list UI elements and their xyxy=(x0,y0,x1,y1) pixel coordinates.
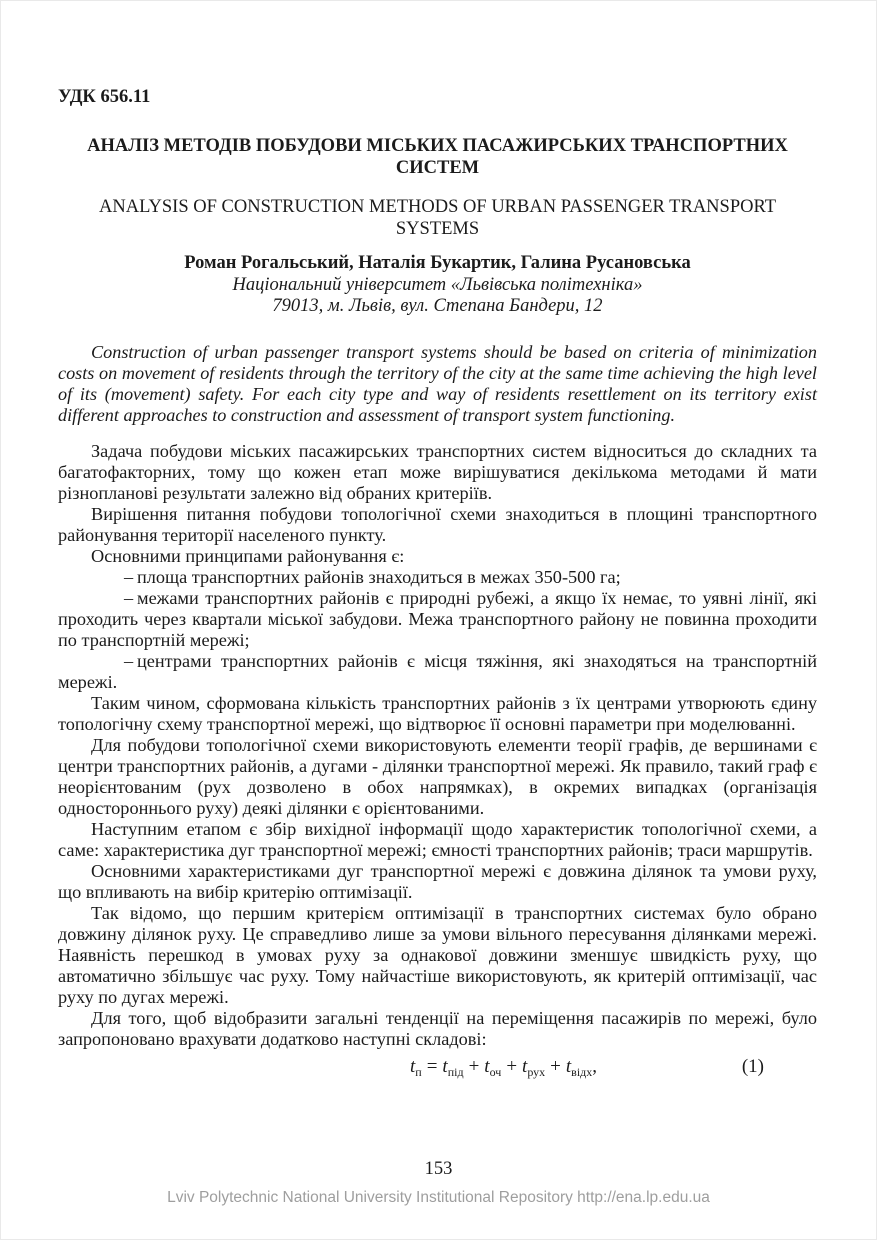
page-title-uk: АНАЛІЗ МЕТОДІВ ПОБУДОВИ МІСЬКИХ ПАСАЖИРСЬКИХ ТРАНСПОРТНИХ СИСТЕМ xyxy=(87,136,788,178)
formula-term-sub: під xyxy=(447,1064,464,1079)
address-line: 79013, м. Львів, вул. Степана Бандери, 12 xyxy=(272,296,603,316)
list-dash: – xyxy=(124,650,134,671)
udk-code: УДК 656.11 xyxy=(58,87,151,107)
authors-line: Роман Рогальський, Наталія Букартик, Галина Русановська xyxy=(184,253,691,273)
formula-term-sub: рух xyxy=(527,1064,546,1079)
list-item xyxy=(58,651,817,693)
formula-lhs-sub: п xyxy=(415,1064,422,1079)
paragraph: Так відомо, що першим критерієм оптимізації в транспортних системах було обрано довжину ділянок руху. Це справедливо лише за умови вільного пересування ділянками мережі. Наявність перешкод в умовах руху за однакової довжини зменшує швидкість руху, що автоматично збільшує час руху. Тому найчастіше використовують, як критерій оптимізації, час руху по дугах мережі. xyxy=(58,902,817,1007)
paragraph: Для побудови топологічної схеми використовують елементи теорії графів, де вершинами є центри транспортних районів, а дугами - ділянки транспортної мережі. Як правило, такий граф є неорієнтованим (рух дозволено в обох напрямках), в окремих випадках (організація одностороннього руху) деякі ділянки є орієнтованими. xyxy=(58,734,817,818)
list-dash: – xyxy=(124,587,134,608)
formula-lhs-var: t xyxy=(410,1055,416,1077)
affiliation-line: Національний університет «Львівська політехніка» xyxy=(232,274,643,295)
page-number: 153 xyxy=(424,1159,453,1179)
repository-footer: Lviv Polytechnic National University Institutional Repository http://ena.lp.edu.ua xyxy=(167,1189,710,1206)
paragraph: Для того, щоб відобразити загальні тенденції на переміщення пасажирів по мережі, було запропоновано врахувати додатково наступні складові: xyxy=(58,1007,817,1049)
plus-sign: + xyxy=(550,1055,561,1077)
equation-1 xyxy=(410,1056,597,1078)
abstract-text: Construction of urban passenger transport systems should be based on criteria of minimization costs on movement of residents through the territory of the city at the same time achieving the high level of its (movement) safety. For each city type and way of residents resettlement on its territory exist different approaches to construction and assessment of transport system functioning. xyxy=(58,341,817,425)
plus-sign: + xyxy=(506,1055,518,1077)
formula-term-sub: відх xyxy=(571,1064,593,1079)
paragraph: Основними принципами районування є: xyxy=(91,545,405,566)
equation-number: (1) xyxy=(741,1055,764,1077)
page-footer xyxy=(1,1159,876,1207)
formula-term-sub: оч xyxy=(489,1064,502,1079)
page-title-en: ANALYSIS OF CONSTRUCTION METHODS OF URBAN PASSENGER TRANSPORT SYSTEMS xyxy=(98,197,777,239)
formula-term-var: t xyxy=(442,1055,448,1077)
formula-comma: , xyxy=(592,1055,598,1077)
formula-term-var: t xyxy=(522,1055,528,1077)
paragraph: Наступним етапом є збір вихідної інформації щодо характеристик топологічної схеми, а саме: характеристика дуг транспортної мережі; ємності транспортних районів; траси маршрутів. xyxy=(58,818,817,860)
formula-term-var: t xyxy=(565,1055,572,1077)
list-item-text: центрами транспортних районів є місця тяжіння, які знаходяться на транспортній мережі. xyxy=(58,650,817,692)
body-text xyxy=(58,441,817,1050)
paragraph: Вирішення питання побудови топологічної схеми знаходиться в площині транспортного районування території населеного пункту. xyxy=(58,503,817,545)
paragraph: Задача побудови міських пасажирських транспортних систем відноситься до складних та багатофакторних, тому що кожен етап може вирішуватися декількома методами й мати різнопланові результати залежно від обраних критеріїв. xyxy=(58,440,817,503)
paragraph: Таким чином, сформована кількість транспортних районів з їх центрами утворюють єдину топологічну схему транспортної мережі, що відтворює її основні параметри при моделюванні. xyxy=(58,692,817,734)
list-item xyxy=(58,567,817,588)
list-item-text: межами транспортних районів є природні рубежі, а якщо їх немає, то уявні лінії, які проходить через квартали міської забудови. Межа транспортного району не повинна проходити по транспортній мережі; xyxy=(58,587,817,650)
list-dash: – xyxy=(124,566,134,587)
formula-term-var: t xyxy=(484,1055,490,1077)
list-item-text: площа транспортних районів знаходиться в межах 350-500 га; xyxy=(137,566,621,587)
paragraph: Основними характеристиками дуг транспортної мережі є довжина ділянок та умови руху, що впливають на вибір критерію оптимізації. xyxy=(58,860,817,902)
list-item xyxy=(58,588,817,651)
equals-sign: = xyxy=(426,1055,438,1077)
equation-row xyxy=(58,1054,817,1086)
plus-sign: + xyxy=(468,1055,480,1077)
